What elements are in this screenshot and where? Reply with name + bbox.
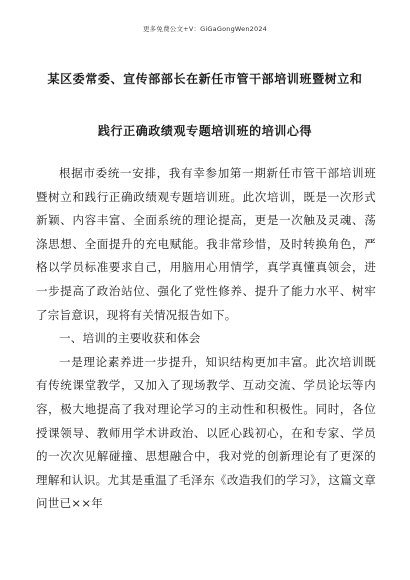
header-note: 更多免费公文+V：GiGaGongWen2024: [142, 25, 268, 33]
section-heading: 一、培训的主要收获和体会: [59, 331, 201, 346]
paragraph-point-one: 一是理论素养进一步提升，知识结构更加丰富。此次培训既有传统课堂教学，又加入了现场教学、互动交流、学员论坛等内容，极大地提高了我对理论学习的主动性和积极性。同时，各位授课领导、教师用学术讲政治、以匠心践初心，在和专家、学员的一次次见解碰撞、思想融合中，我对党的创新理论有了更深的理解和认识。尤其是重温了毛泽东《改造我们的学习》，这篇文章问世已××年: [36, 354, 376, 511]
document-body: [36, 162, 376, 516]
document-title-line-2: 践行正确政绩观专题培训班的培训心得: [97, 124, 313, 138]
paragraph-intro: 根据市委统一安排，我有幸参加第一期新任市管干部培训班暨树立和践行正确政绩观专题培训班。此次培训，既是一次形式新颖、内容丰富、全面系统的理论提高，更是一次触及灵魂、荡涤思想、全面提升的充电赋能。我非常珍惜，及时转换角色，严格以学员标准要求自己，用脑用心用情学，真学真懂真领会，进一步提高了政治站位、强化了党性修养、提升了能力水平、树牢了宗旨意识，现将有关情况报告如下。: [36, 166, 376, 322]
document-title-line-1: 某区委常委、宣传部部长在新任市管干部培训班暨树立和: [47, 72, 363, 86]
